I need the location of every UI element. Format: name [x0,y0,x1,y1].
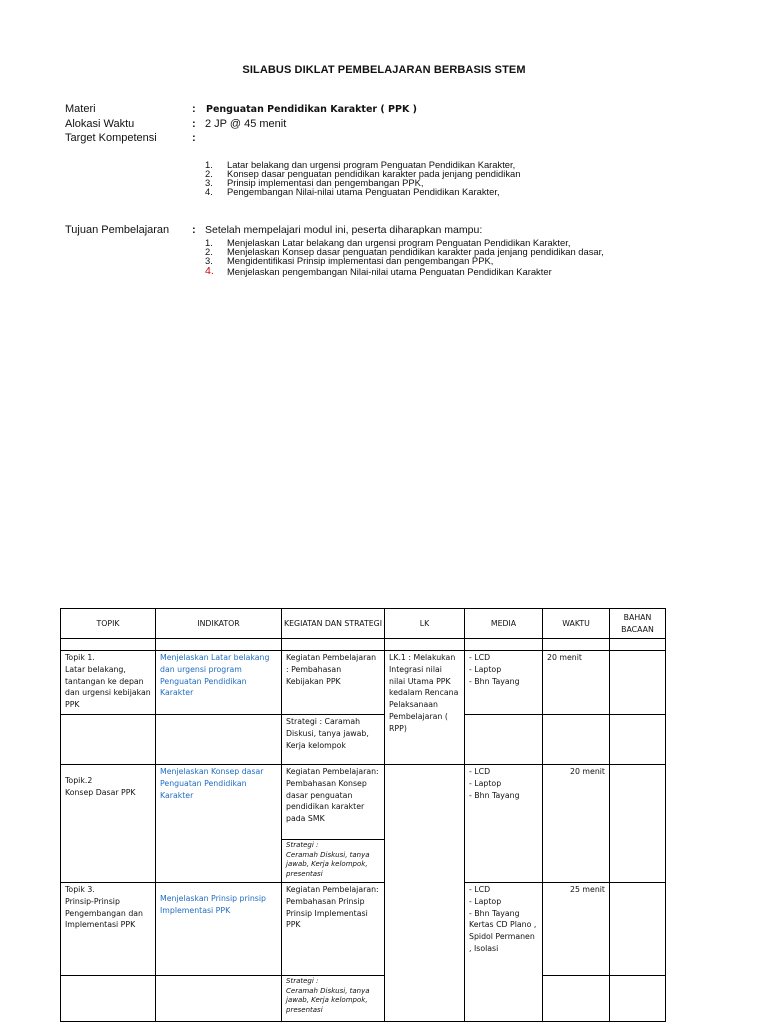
header-topik: TOPIK [61,609,156,639]
list-item: 3. Prinsip implementasi dan pengembangan PPK, [205,177,424,188]
header-waktu: WAKTU [543,609,610,639]
colon: : [192,132,196,144]
table-row [61,883,666,976]
materi-label: Materi [65,103,96,115]
tujuan-intro: Setelah mempelajari modul ini, peserta diharapkan mampu: [205,224,483,236]
strategi-cell: Strategi : Ceramah Diskusi, tanya jawab, Kerja kelompok, presentasi [282,840,385,883]
list-item: 2. Konsep dasar penguatan pendidikan karakter pada jenjang pendidikan [205,168,521,179]
target-label: Target Kompetensi [65,132,157,144]
bahan-cell [610,883,666,976]
media-cell: - LCD - Laptop - Bhn Tayang Kertas CD Plano , Spidol Permanen , Isolasi [465,883,543,1022]
media-cell [465,715,543,765]
tujuan-label: Tujuan Pembelajaran [65,224,170,236]
tujuan-list [205,238,604,276]
colon: : [192,118,196,130]
list-item: 1. Menjelaskan Latar belakang dan urgensi program Penguatan Pendidikan Karakter, [205,237,571,248]
topik-cell [61,976,156,1022]
bahan-cell [610,651,666,715]
table-spacer-row [61,639,666,651]
topik-cell: Topik.2 Konsep Dasar PPK [61,765,156,883]
strategi-cell: Strategi : Ceramah Diskusi, tanya jawab, Kerja kelompok, presentasi [282,976,385,1022]
kegiatan-cell: Kegiatan Pembelajaran: Pembahasan Prinsip Prinsip Implementasi PPK [282,883,385,976]
indikator-cell: Menjelaskan Prinsip prinsip Implementasi PPK [156,883,282,976]
header-bahan: BAHAN BACAAN [610,609,666,639]
syllabus-table [60,608,666,1022]
list-item: 3. Mengidentifikasi Prinsip implementasi dan pengembangan PPK, [205,255,494,266]
lk-cell [385,765,465,1022]
list-item: 2. Menjelaskan Konsep dasar penguatan pendidikan karakter pada jenjang pendidikan dasar, [205,246,604,257]
header-indikator: INDIKATOR [156,609,282,639]
waktu-cell: 25 menit [543,883,610,976]
topik-cell: Topik 1. Latar belakang, tantangan ke depan dan urgensi kebijakan PPK [61,651,156,715]
alokasi-label: Alokasi Waktu [65,118,135,130]
target-list [205,160,520,196]
alokasi-value: 2 JP @ 45 menit [205,118,287,130]
waktu-cell: 20 menit [543,765,610,883]
colon: : [192,103,196,115]
indikator-cell: Menjelaskan Konsep dasar Penguatan Pendidikan Karakter [156,765,282,883]
table-row [61,765,666,840]
topik-cell: Topik 3. Prinsip-Prinsip Pengembangan dan Implementasi PPK [61,883,156,976]
document-title: SILABUS DIKLAT PEMBELAJARAN BERBASIS STEM [242,64,526,76]
table-header-row [61,609,666,639]
media-cell: - LCD - Laptop - Bhn Tayang [465,651,543,715]
indikator-cell [156,715,282,765]
bahan-cell [610,715,666,765]
topik-cell [61,715,156,765]
header-kegiatan: KEGIATAN DAN STRATEGI [282,609,385,639]
waktu-cell [543,976,610,1022]
header-lk: LK [385,609,465,639]
header-media: MEDIA [465,609,543,639]
bahan-cell [610,976,666,1022]
kegiatan-cell: Kegiatan Pembelajaran: Pembahasan Konsep dasar penguatan pendidikan karakter pada SMK [282,765,385,840]
table-row [61,651,666,715]
lk-cell: LK.1 : Melakukan Integrasi nilai nilai Utama PPK kedalam Rencana Pelaksanaan Pembelajaran ( RPP) [385,651,465,765]
indikator-cell [156,976,282,1022]
table-row [61,715,666,765]
waktu-cell: 20 menit [543,651,610,715]
list-item: 4. Pengembangan Nilai-nilai utama Penguatan Pendidikan Karakter, [205,186,500,197]
materi-value: Penguatan Pendidikan Karakter ( PPK ) [206,104,417,115]
list-item: 4. Menjelaskan pengembangan Nilai-nilai utama Penguatan Pendidikan Karakter [205,265,552,277]
strategi-cell: Strategi : Caramah Diskusi, tanya jawab, Kerja kelompok [282,715,385,765]
kegiatan-cell: Kegiatan Pembelajaran : Pembahasan Kebijakan PPK [282,651,385,715]
bahan-cell [610,765,666,883]
indikator-cell: Menjelaskan Latar belakang dan urgensi program Penguatan Pendidikan Karakter [156,651,282,715]
table-row [61,976,666,1022]
list-item: 1. Latar belakang dan urgensi program Penguatan Pendidikan Karakter, [205,159,516,170]
waktu-cell [543,715,610,765]
media-cell: - LCD - Laptop - Bhn Tayang [465,765,543,883]
colon: : [192,224,196,236]
